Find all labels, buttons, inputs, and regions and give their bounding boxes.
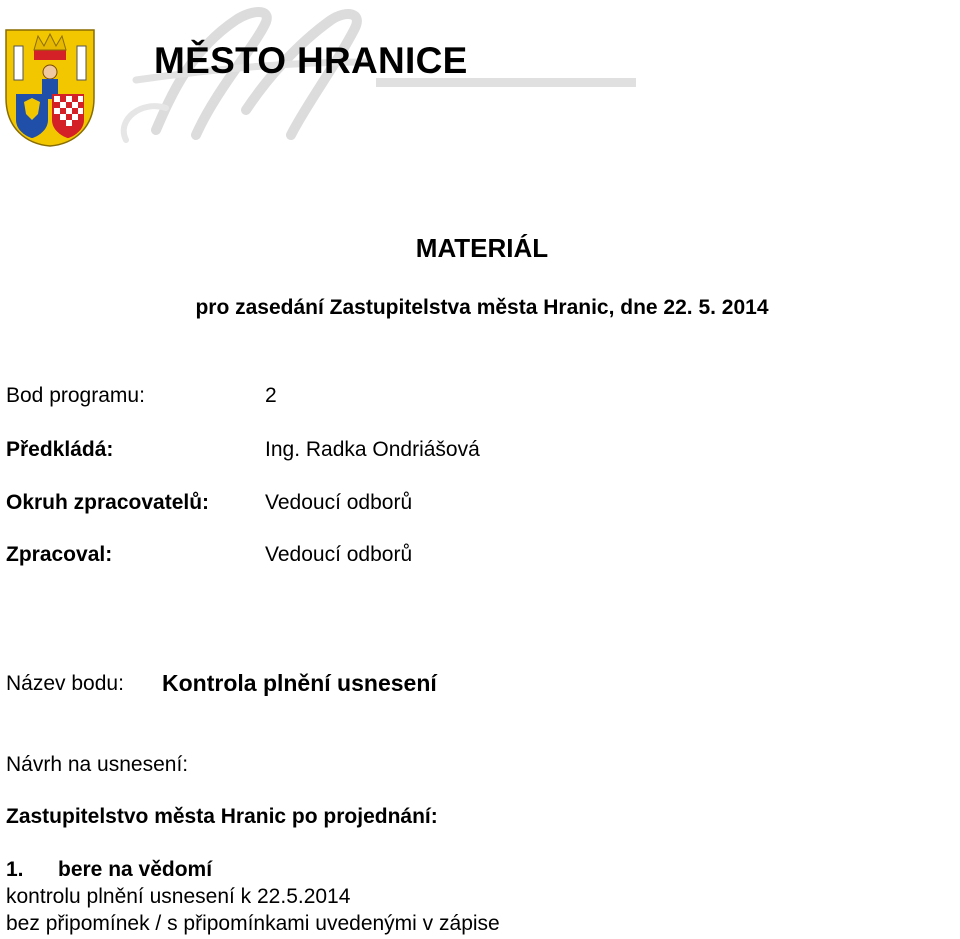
resolution-point-number: 1. [6, 858, 24, 881]
prepared-by-label: Zpracoval: [6, 543, 113, 566]
town-title: MĚSTO HRANICE [154, 40, 468, 81]
document-title: MATERIÁL [415, 233, 549, 263]
agenda-item-value: 2 [265, 384, 277, 407]
coat-of-arms-icon [4, 28, 96, 148]
presenter-label: Předkládá: [6, 438, 114, 461]
resolution-point-line: kontrolu plnění usnesení k 22.5.2014 [6, 885, 351, 908]
council-statement: Zastupitelstvo města Hranic po projednání: [6, 805, 438, 828]
processors-value: Vedoucí odborů [265, 491, 413, 514]
prepared-by-value: Vedoucí odborů [265, 543, 413, 566]
agenda-item-label: Bod programu: [6, 384, 145, 407]
proposal-label: Návrh na usnesení: [6, 753, 189, 776]
item-name-value: Kontrola plnění usnesení [162, 670, 437, 696]
resolution-point-line: bez připomínek / s připomínkami uvedenými v zápise [6, 912, 500, 935]
presenter-value: Ing. Radka Ondriášová [265, 438, 480, 461]
item-name-label: Název bodu: [6, 672, 124, 695]
resolution-point-heading: bere na vědomí [58, 858, 213, 881]
document-subtitle: pro zasedání Zastupitelstva města Hranic, dne 22. 5. 2014 [195, 296, 769, 319]
processors-label: Okruh zpracovatelů: [6, 491, 210, 514]
